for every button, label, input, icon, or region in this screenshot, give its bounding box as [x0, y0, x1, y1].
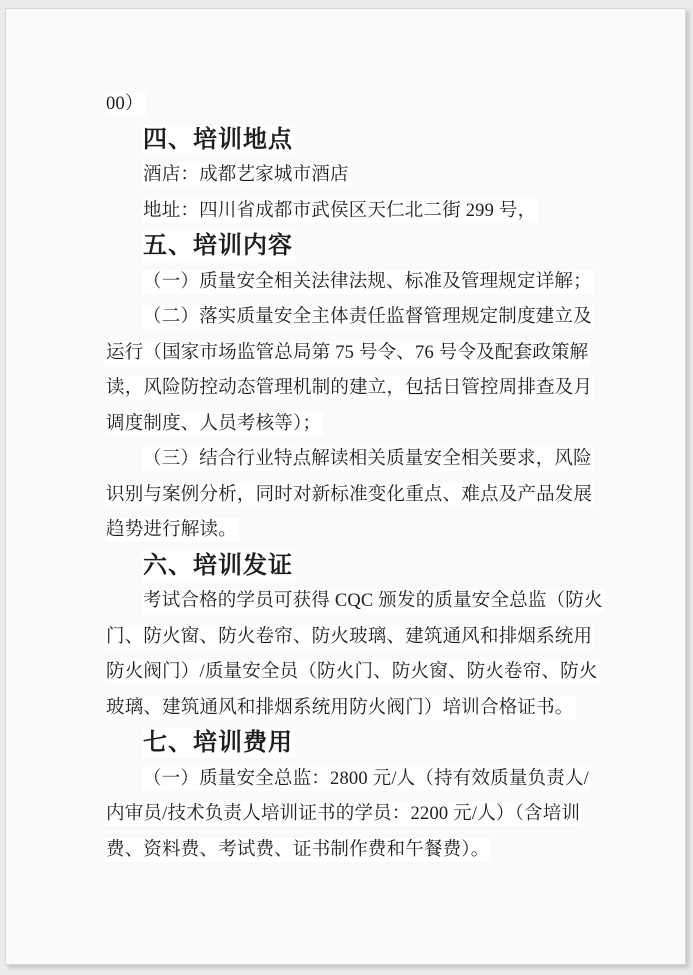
text-line: [106, 87, 588, 123]
text-line-highlight: 考试合格的学员可获得 CQC 颁发的质量安全总监（防火: [143, 591, 603, 611]
text-line: [106, 762, 588, 798]
text-line-highlight: （三）结合行业特点解读相关质量安全相关要求，风险: [143, 449, 592, 469]
text-line: [106, 726, 588, 762]
text-line-highlight: 五、培训内容: [143, 233, 293, 259]
text-line-highlight: 七、培训费用: [143, 730, 293, 756]
text-line-highlight: 六、培训发证: [143, 552, 293, 579]
text-line: [106, 158, 588, 194]
text-line: [106, 833, 588, 869]
text-line: [106, 265, 592, 301]
text-line: [106, 584, 603, 620]
text-line: [106, 691, 588, 727]
text-line: [106, 442, 592, 478]
text-line-highlight: 酒店：成都艺家城市酒店: [143, 165, 349, 185]
text-line: [106, 194, 588, 230]
text-line-highlight: 门、防火窗、防火卷帘、防火玻璃、建筑通风和排烟系统用: [106, 626, 593, 647]
text-line-highlight: 识别与案例分析，同时对新标准变化重点、难点及产品发展: [106, 484, 593, 505]
text-line: [106, 371, 593, 407]
text-line: [106, 300, 592, 336]
text-line: [106, 229, 588, 265]
text-line-highlight: 四、培训地点: [143, 126, 293, 153]
text-line-highlight: （一）质量安全相关法律法规、标准及管理规定详解；: [143, 271, 592, 292]
text-line-highlight: 防火阀门）/质量安全员（防火门、防火窗、防火卷帘、防火: [106, 662, 598, 682]
text-line-highlight: （二）落实质量安全主体责任监督管理规定制度建立及: [143, 307, 592, 327]
document-body: [6, 9, 685, 964]
text-line-highlight: 运行（国家市场监管总局第 75 号令、76 号令及配套政策解: [106, 342, 589, 363]
text-line-highlight: 内审员/技术负责人培训证书的学员：2200 元/人）（含培训: [106, 804, 581, 824]
text-line: [106, 655, 598, 691]
text-line: [106, 336, 588, 372]
text-line-highlight: （一）质量安全总监：2800 元/人（持有效质量负责人/: [143, 768, 590, 789]
text-line-highlight: 读，风险防控动态管理机制的建立，包括日管控周排查及月: [106, 378, 593, 398]
text-line: [106, 407, 588, 443]
text-line-highlight: 地址：四川省成都市武侯区天仁北二街 299 号，: [143, 200, 537, 221]
text-line-highlight: 趋势进行解读。: [106, 520, 237, 540]
document-page: [5, 8, 686, 965]
text-line: [106, 620, 593, 656]
text-line: [106, 478, 593, 514]
text-line: [106, 123, 588, 159]
text-line-highlight: 玻璃、建筑通风和排烟系统用防火阀门）培训合格证书。: [106, 697, 574, 718]
text-line: [106, 797, 588, 833]
text-line-highlight: 调度制度、人员考核等）；: [106, 413, 322, 434]
text-line: [106, 513, 588, 549]
text-line-highlight: 费、资料费、考试费、证书制作费和午餐费）。: [106, 839, 490, 860]
text-line-highlight: 00）: [106, 94, 144, 114]
text-line: [106, 549, 588, 585]
